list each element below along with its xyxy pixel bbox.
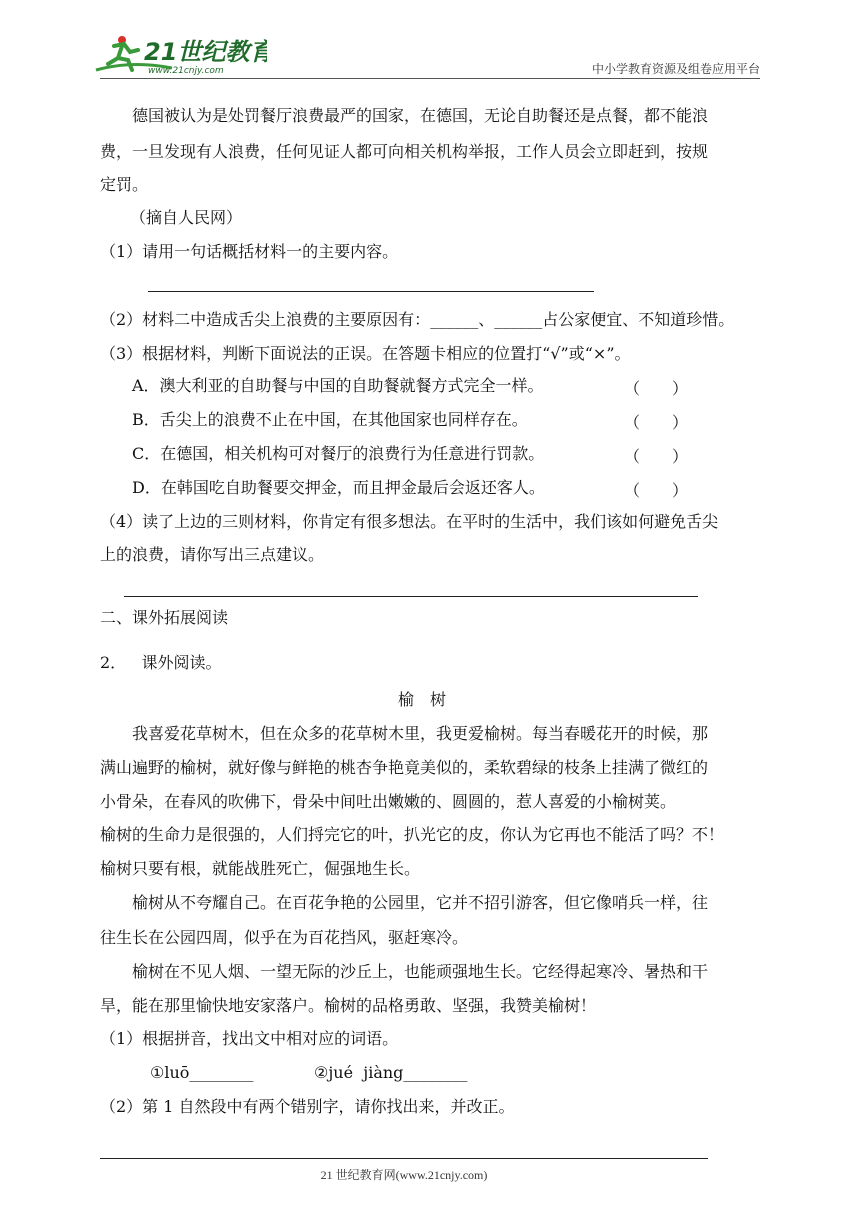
header-divider — [100, 78, 760, 79]
pinyin-jue-jiang-blank[interactable]: ②jué jiàng________ — [314, 1063, 468, 1082]
q3-option-c: C．在德国，相关机构可对餐厅的浪费行为任意进行罚款。 — [132, 444, 545, 463]
essay-question-1: （1）根据拼音，找出文中相对应的词语。 — [100, 1029, 399, 1048]
essay-p2-line2: 榆树只要有根，就能战胜死亡，倔强地生长。 — [100, 859, 421, 878]
material3-line3: 定罚。 — [100, 175, 149, 194]
essay-p1-line2: 满山遍野的榆树，就好像与鲜艳的桃杏争艳竟美似的，柔软碧绿的枝条上挂满了微红的 — [100, 758, 709, 777]
q3-option-b-paren[interactable]: （ ） — [624, 413, 689, 432]
material3-line1: 德国被认为是处罚餐厅浪费最严的国家，在德国，无论自助餐还是点餐，都不能浪 — [132, 106, 709, 125]
section-2-heading: 二、课外拓展阅读 — [100, 608, 229, 627]
q2-blank-2[interactable]: ______ — [494, 310, 543, 329]
essay-p3-line1: 榆树从不夸耀自己。在百花争艳的公园里，它并不招引游客，但它像哨兵一样，往 — [132, 893, 709, 912]
logo-url: www.21cnjy.com — [148, 66, 224, 76]
essay-p4-line2: 旱，能在那里愉快地安家落户。榆树的品格勇敢、坚强，我赞美榆树！ — [100, 996, 597, 1015]
question-2 — [100, 310, 734, 330]
essay-p1-line1: 我喜爱花草树木，但在众多的花草树木里，我更爱榆树。每当春暖花开的时候，那 — [132, 724, 709, 743]
question-3-stem: （3）根据材料，判断下面说法的正误。在答题卡相应的位置打“√”或“×”。 — [100, 344, 631, 363]
q3-option-c-paren[interactable]: （ ） — [624, 447, 689, 466]
material3-source: （摘自人民网） — [130, 208, 243, 227]
logo-text: 21世纪教育 — [144, 38, 267, 66]
answer-line-q1[interactable] — [148, 291, 594, 292]
essay-question-2: （2）第 1 自然段中有两个错别字，请你找出来，并改正。 — [100, 1097, 515, 1116]
q2-suffix: 占公家便宜、不知道珍惜。 — [542, 310, 735, 329]
essay-p2-line1: 榆树的生命力是很强的，人们捋完它的叶，扒光它的皮，你认为它再也不能活了吗？不！ — [100, 825, 725, 844]
q2-sep: 、 — [478, 310, 495, 329]
question-1: （1）请用一句话概括材料一的主要内容。 — [100, 242, 399, 261]
runner-logo-icon — [92, 30, 267, 80]
question-4-line2: 上的浪费，请你写出三点建议。 — [100, 545, 325, 564]
pinyin-luo-blank[interactable]: ①luō________ — [150, 1063, 254, 1082]
header-platform-text: 中小学教育资源及组卷应用平台 — [591, 62, 760, 76]
footer-text[interactable]: 21 世纪教育网(www.21cnjy.com) — [320, 1168, 488, 1182]
q3-option-a: A．澳大利亚的自助餐与中国的自助餐就餐方式完全一样。 — [132, 376, 544, 395]
footer-divider — [100, 1158, 708, 1159]
q3-option-a-paren[interactable]: （ ） — [624, 379, 689, 398]
item-2-label: 2． 课外阅读。 — [100, 653, 222, 672]
essay-p1-line3: 小骨朵，在春风的吹佛下，骨朵中间吐出嫩嫩的、圆圆的，惹人喜爱的小榆树荚。 — [100, 792, 677, 811]
q2-prefix: （2）材料二中造成舌尖上浪费的主要原因有： — [100, 310, 431, 329]
site-logo — [92, 30, 267, 80]
q3-option-d-paren[interactable]: （ ） — [624, 481, 689, 500]
essay-title: 榆 树 — [398, 690, 447, 709]
answer-line-q4[interactable] — [124, 596, 698, 597]
material3-line2: 费，一旦发现有人浪费，任何见证人都可向相关机构举报，工作人员会立即赶到，按规 — [100, 142, 709, 161]
q3-option-d: D．在韩国吃自助餐要交押金，而且押金最后会返还客人。 — [132, 478, 545, 497]
essay-p4-line1: 榆树在不见人烟、一望无际的沙丘上，也能顽强地生长。它经得起寒冷、暑热和干 — [132, 962, 709, 981]
q2-blank-1[interactable]: ______ — [430, 310, 479, 329]
question-4-line1: （4）读了上边的三则材料，你肯定有很多想法。在平时的生活中，我们该如何避免舌尖 — [100, 512, 719, 531]
essay-p3-line2: 往生长在公园四周，似乎在为百花挡风，驱赶寒冷。 — [100, 928, 469, 947]
q3-option-b: B．舌尖上的浪费不止在中国，在其他国家也同样存在。 — [132, 410, 528, 429]
